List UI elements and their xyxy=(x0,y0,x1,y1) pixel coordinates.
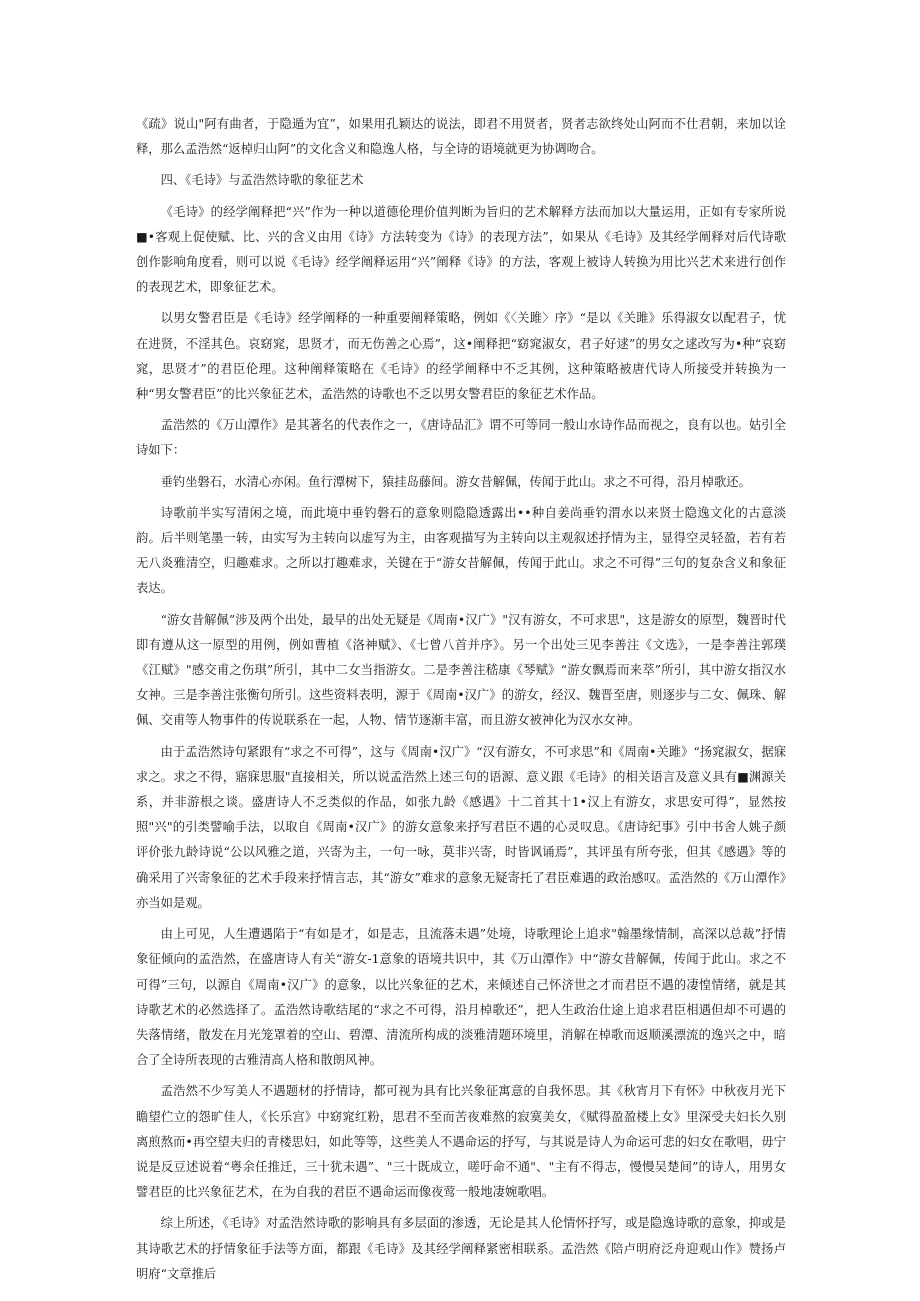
poem-wanshantan: 垂钓坐磐石，水清心亦闲。鱼行潭树下，猿挂岛藤间。游女昔解佩，传闻于此山。求之不可得，沿月棹歌还。 xyxy=(160,474,751,489)
paragraph-male-female-ruler-minister: 以男女警君臣是《毛诗》经学阐释的一种重要阐释策略，例如《〈关雎〉序》“是以《关雎》乐得淑女以配君子，忧在进贤，不淫其色。哀窈窕，思贤才，而无伤善之心焉”，这•阐释把“窈窕淑女，君子好逑”的男女之逑改写为•种“哀窈窕，思贤才”的君臣伦理。这种阐释策略在《毛诗》的经学阐释中不乏其例，这种策略被唐代诗人所接受并转换为一种“男女警君臣”的比兴象征艺术，孟浩然的诗歌也不乏以男女警君臣的象征艺术作品。 xyxy=(136,311,786,402)
paragraph-summary: 综上所述，《毛诗》对孟浩然诗歌的影响具有多层面的渗透，无论是其人伦情怀抒写，或是隐逸诗歌的意象，抑或是其诗歌艺术的抒情象征手法等方面，都跟《毛诗》及其经学阐释紧密相联系。孟浩然《陪卢明府泛舟迎观山作》赞扬卢明府“文章推后 xyxy=(136,1216,786,1281)
paragraph-youniu-sources: “游女昔解佩”涉及两个出处，最早的出处无疑是《周南•汉广》"汉有游女，不可求思"，这是游女的原型，魏晋时代即有遵从这一原型的用例，例如曹植《洛神赋》、《七曾八首并序》。另一个出处三见李善注《文选》，一是李善注郭璞《江赋》"感交甫之伤琪”所引，其中二女当指游女。二是李善注嵇康《琴赋》“游女飘焉而来萃”所引，其中游女指汉水女神。三是李善注张衡句所引。这些资料表明，源于《周南•汉广》的游女，经汉、魏晋至唐，则逐步与二女、佩珠、解佩、交甫等人物事件的传说联系在一起，人物、情节逐渐丰富，而且游女被神化为汉水女神。 xyxy=(136,612,786,728)
paragraph-qiuzhi-bukede: 由于孟浩然诗句紧跟有“求之不可得”，这与《周南•汉广》“汉有游女，不可求思”和《周南•关雎》“扬窕淑女，据寐求之。求之不得，寤寐思服"直接相关，所以说孟浩然上述三句的语源、意义跟《毛诗》的相关语言及意义具有■渊源关系，并非游根之谈。盛唐诗人不乏类似的作品，如张九龄《感遇》十二首其十1•汉上有游女，求思安可得”，显然按照"兴"的引类譬喻手法，以取自《周南•汉广》的游女意象来抒写君臣不遇的心灵叹息。《唐诗纪事》引中书舍人姚子颜评价张九龄诗说“公以风雅之道，兴寄为主，一句一咏，莫非兴寄，时皆讽诵焉”，其评虽有所夸张，但其《感遇》等的确采用了兴寄象征的艺术手段来抒情言志，其“游女”难求的意象无疑寄托了君臣难遇的政治感叹。孟浩然的《万山潭作》亦当如是观。 xyxy=(136,744,786,910)
paragraph-wanshantan-intro: 孟浩然的《万山潭作》是其著名的代表作之一，《唐诗品汇》谓不可等同一般山水诗作品而视之，良有以也。姑引全诗如下： xyxy=(136,418,786,458)
document-body xyxy=(136,112,786,1293)
paragraph-poem-analysis: 诗歌前半实写清闲之境，而此境中垂钓磐石的意象则隐隐透露出••种自姜尚垂钓渭水以来贤士隐逸文化的古意淡韵。后半则笔墨一转，由实写为主转向以虚写为主，由客观描写为主转向以主观叙述抒情为主，显得空灵轻盈，若有若无八炎雅清空，归趣难求。之所以打趣难求，关键在于“游女昔解佩，传闻于此山。求之不可得”三句的复杂含义和象征表达。 xyxy=(136,505,786,596)
paragraph-maoshi-xing: 《毛诗》的经学阐释把“兴”作为一种以道德伦理价值判断为旨归的艺术解释方法而加以大量运用，正如有专家所说■•客观上促使赋、比、兴的含义由用《诗》方法转变为《诗》的表现方法”，如果从《毛诗》及其经学阐释对后代诗歌创作影响角度看，则可以说《毛诗》经学阐释运用“兴”阐释《诗》的方法，客观上被诗人转换为用比兴艺术来进行创作的表现艺术，即象征艺术。 xyxy=(136,204,786,295)
paragraph-shu-commentary: 《疏》说山"阿有曲者，于隐遁为宜”，如果用孔颖达的说法，即君不用贤者，贤者志欲终处山阿而不仕君朝，来加以诠释，那么孟浩然“返棹归山阿”的文化含义和隐逸人格，与全诗的语境就更为协调吻合。 xyxy=(136,117,786,157)
paragraph-conclusion-wanshantan: 由上可见，人生遭遇陷于“有如是才，如是志，且流落未遇”处境，诗歌理论上追求"翰墨缘情制，高深以总裁”抒情象征倾向的孟浩然，在盛唐诗人有关“游女-1意象的语境共识中，其《万山潭作》中“游女昔解佩，传闻于此山。求之不可得”三句，以源自《周南•汉广》的意象，以比兴象征的艺术，来倾述自己怀济世之才而君臣不遇的凄惶情绪，就是其诗歌艺术的必然选择了。孟浩然诗歌结尾的“求之不可得，沿月棹歌还”，把人生政治仕途上追求君臣相遇但却不可遇的失落情绪，散发在月光笼罩着的空山、碧潭、清流所构成的淡雅清题环境里，消解在棹歌而返顺溪漂流的逸兴之中，暗合了全诗所表现的古雅清高人格和散朗风神。 xyxy=(136,927,786,1068)
paragraph-beauty-unmet: 孟浩然不少写美人不遇题材的抒情诗，都可视为具有比兴象征寓意的自我怀思。其《秋宵月下有怀》中秋夜月光下瞻望伫立的怨旷佳人，《长乐宫》中窈窕红粉，思君不至而苦夜难熬的寂寞美女，《赋得盈盈楼上女》里深受夫妇长久别离煎熬而•再空望夫归的青楼思妇，如此等等，这些美人不遇命运的抒写，与其说是诗人为命运可悲的妇女在歌唱，毋宁说是反豆述说着“粤余任推迁，三十犹未遇”、"三十既成立，嗟吁命不通"、"主有不得志，慢慢吴楚间”的诗人，用男女譬君臣的比兴象征艺术，在为自我的君臣不遇命运而像夜莺一般地凄婉歌唱。 xyxy=(136,1084,786,1200)
section-heading-4: 四、《毛诗》与孟浩然诗歌的象征艺术 xyxy=(160,173,364,188)
